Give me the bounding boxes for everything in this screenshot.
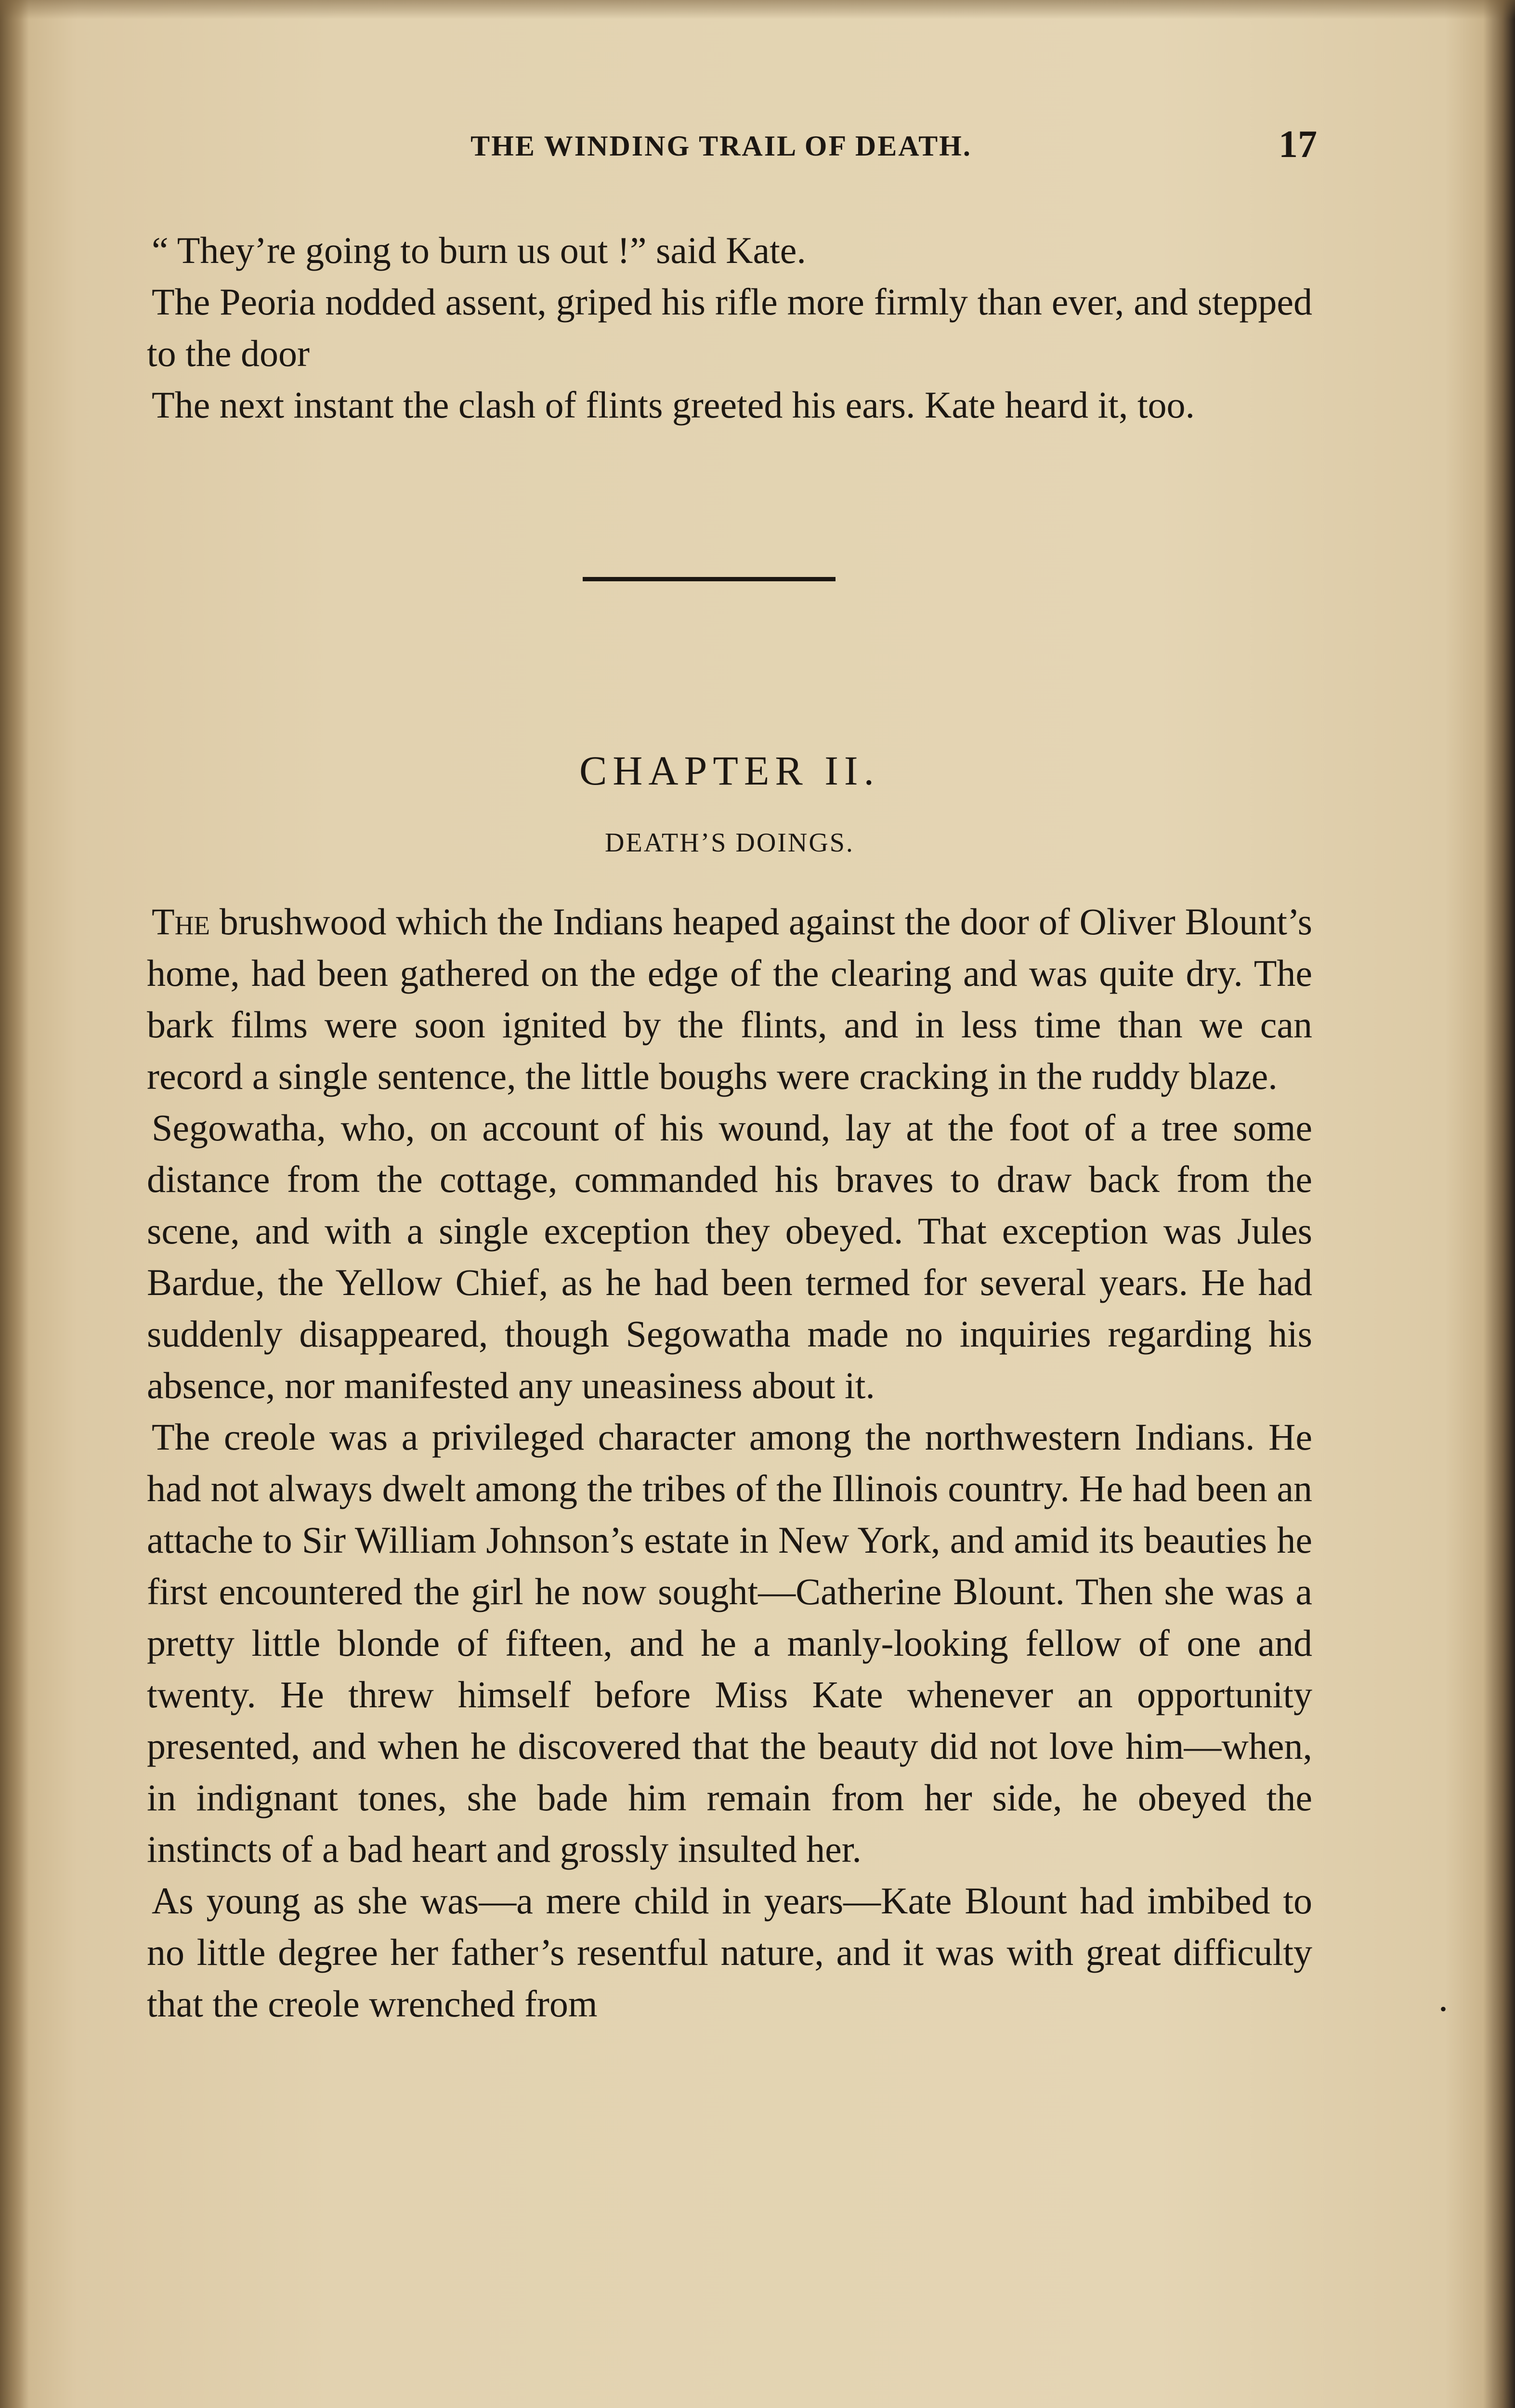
page-number: 17 <box>1279 123 1317 166</box>
section-divider-rule <box>583 577 836 581</box>
paragraph: “ They’re going to burn us out !” said Kate. <box>152 229 806 271</box>
running-head <box>125 123 1317 166</box>
intro-text-block <box>147 224 1312 431</box>
chapter-title: CHAPTER II. <box>579 747 880 794</box>
chapter-text-block <box>147 896 1312 2029</box>
paragraph: The next instant the clash of flints greeted his ears. Kate heard it, too. <box>152 384 1195 426</box>
running-title: THE WINDING TRAIL OF DEATH. <box>470 130 972 162</box>
paragraph <box>147 896 1312 1102</box>
paragraph: The creole was a privileged character among the northwestern Indians. He had not always dwelt among the tribes of the Illinois country. He had been an attache to Sir William Johnson’s estate in New York, and amid its beauties he first encountered the girl he now sought—Catherine Blount. Then she was a pretty little blonde of fifteen, and he a manly-looking fellow of one and twenty. He threw himself before Miss Kate whenever an opportunity presented, and when he discovered that the beauty did not love him—when, in indignant tones, she bade him remain from her side, he obeyed the instincts of a bad heart and grossly insulted her. <box>147 1416 1312 1870</box>
paragraph: Segowatha, who, on account of his wound, lay at the foot of a tree some distance from the cottage, commanded his braves to draw back from the scene, and with a single exception they obeyed. That exception was Jules Bardue, the Yellow Chief, as he had been termed for several years. He had suddenly disappeared, though Segowatha made no inquiries regarding his absence, nor manifested any uneasiness about it. <box>147 1107 1312 1406</box>
lead-word: The <box>152 901 210 942</box>
page-spine-shadow <box>0 0 29 2408</box>
page-top-edge <box>0 0 1515 19</box>
paragraph: The Peoria nodded assent, griped his rifle more firmly than ever, and stepped to the door <box>147 281 1312 374</box>
paragraph-text: brushwood which the Indians heaped against the door of Oliver Blount’s home, had been gathered on the edge of the clearing and was quite dry. The bark films were soon ignited by the flints, and in less time than we can record a single sentence, the little boughs were cracking in the ruddy blaze. <box>147 901 1312 1097</box>
chapter-subtitle: DEATH’S DOINGS. <box>605 828 854 858</box>
paragraph: As young as she was—a mere child in years—Kate Blount had imbibed to no little degree her father’s resentful nature, and it was with great difficulty that the creole wrenched from <box>147 1880 1312 2025</box>
margin-ink-mark: • <box>1440 1998 1447 2020</box>
